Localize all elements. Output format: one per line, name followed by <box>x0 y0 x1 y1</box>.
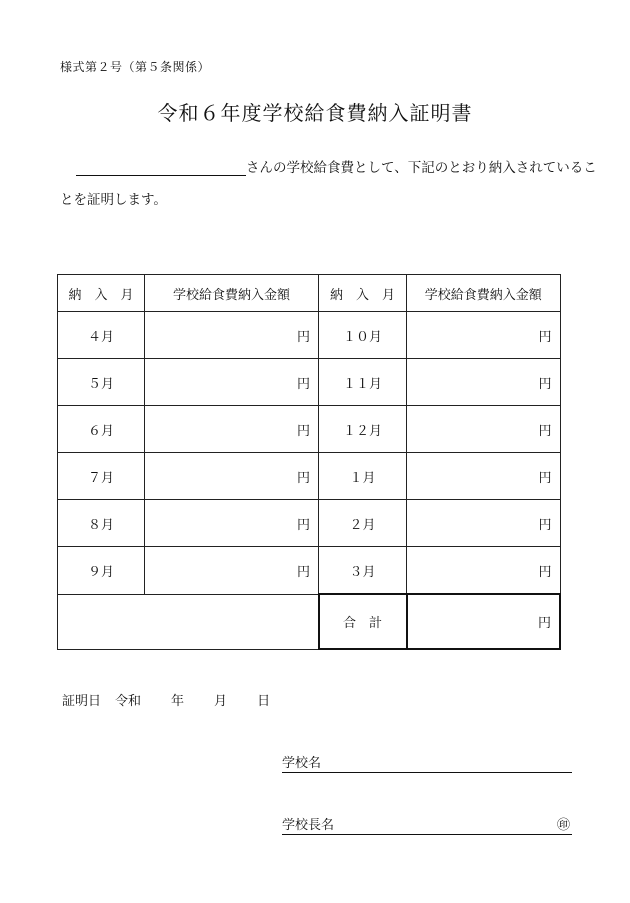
month-cell: ８月 <box>58 500 145 547</box>
amount-cell[interactable]: 円 <box>145 500 319 547</box>
table-header-row <box>58 275 561 312</box>
month-cell: ６月 <box>58 406 145 453</box>
amount-cell[interactable]: 円 <box>145 406 319 453</box>
payment-table <box>57 274 561 650</box>
document-title: 令和６年度学校給食費納入証明書 <box>157 101 473 125</box>
header-amount-left: 学校給食費納入金額 <box>145 275 319 312</box>
month-cell: １１月 <box>319 359 407 406</box>
school-name-field[interactable] <box>282 752 572 773</box>
month-cell: ４月 <box>58 312 145 359</box>
month-cell: ３月 <box>319 547 407 595</box>
month-cell: ２月 <box>319 500 407 547</box>
amount-cell[interactable]: 円 <box>145 453 319 500</box>
table-row <box>58 406 561 453</box>
amount-cell[interactable]: 円 <box>145 547 319 595</box>
day-unit: 日 <box>257 694 271 709</box>
total-amount-cell[interactable]: 円 <box>407 594 561 649</box>
era-label: 令和 <box>115 694 142 709</box>
table-row <box>58 547 561 595</box>
table-row <box>58 359 561 406</box>
student-name-field[interactable] <box>76 159 246 176</box>
blank-cell <box>58 594 319 649</box>
month-unit: 月 <box>214 694 228 709</box>
date-label: 証明日 <box>62 694 102 709</box>
school-name-label: 学校名 <box>282 756 322 771</box>
amount-cell[interactable]: 円 <box>145 359 319 406</box>
form-number: 様式第２号（第５条関係） <box>60 60 211 74</box>
seal-mark: ㊞ <box>556 818 570 833</box>
amount-cell[interactable]: 円 <box>407 359 561 406</box>
amount-cell[interactable]: 円 <box>407 453 561 500</box>
header-amount-right: 学校給食費納入金額 <box>407 275 561 312</box>
month-cell: ７月 <box>58 453 145 500</box>
header-month-right: 納 入 月 <box>319 275 407 312</box>
amount-cell[interactable]: 円 <box>145 312 319 359</box>
table-row <box>58 500 561 547</box>
principal-name-field[interactable] <box>282 814 572 835</box>
table-row <box>58 312 561 359</box>
year-unit: 年 <box>171 694 185 709</box>
month-cell: １月 <box>319 453 407 500</box>
total-row <box>58 594 561 649</box>
statement-line-2: とを証明します。 <box>60 192 167 208</box>
total-label: 合 計 <box>319 594 407 649</box>
principal-name-label: 学校長名 <box>282 818 335 833</box>
amount-cell[interactable]: 円 <box>407 312 561 359</box>
month-cell: ５月 <box>58 359 145 406</box>
amount-cell[interactable]: 円 <box>407 500 561 547</box>
amount-cell[interactable]: 円 <box>407 406 561 453</box>
statement-text: さんの学校給食費として、下記のとおり納入されているこ <box>246 160 597 176</box>
certification-date <box>62 690 270 709</box>
month-cell: ９月 <box>58 547 145 595</box>
month-cell: １２月 <box>319 406 407 453</box>
header-month-left: 納 入 月 <box>58 275 145 312</box>
statement-line-1 <box>60 156 597 176</box>
month-cell: １０月 <box>319 312 407 359</box>
table-row <box>58 453 561 500</box>
amount-cell[interactable]: 円 <box>407 547 561 595</box>
